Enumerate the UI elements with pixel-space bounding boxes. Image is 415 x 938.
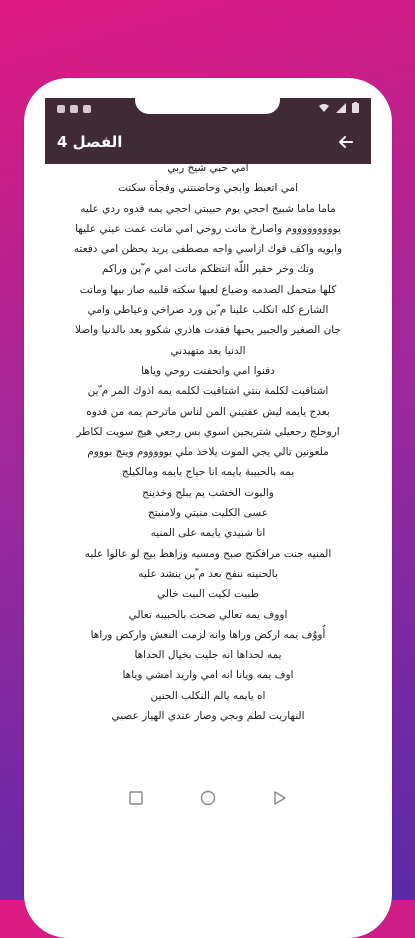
- status-left: [57, 105, 91, 113]
- text-line: ماما ماما شبيج احجي يوم حبيبتي احجي يمه فدوه ردي عليه: [80, 202, 336, 215]
- text-line: الدنيا يعد متهيدني: [170, 344, 246, 357]
- text-line: يوووووووووم واصارخ ماتت روحي امي ماتت عمت عيني عليها: [75, 222, 341, 235]
- text-line: اشتاقيت لكلمة بنتي اشتاقيت لكلمه يمه اذوك المر م ّين: [87, 385, 329, 398]
- text-line: المنيه جنت مرافكتج صبح ومسيه وزاهط بيج لو عالوا عليه: [84, 547, 332, 560]
- text-line: والبوت الخشب يم يبلج وخدينج: [142, 486, 274, 499]
- status-icons: [318, 102, 359, 116]
- chapter-text[interactable]: [45, 158, 371, 778]
- text-line: أُووُف يمه اركض وراها وانه لزمت النعش واركض وراها: [90, 628, 326, 641]
- text-line: وابويه واكف فوك ازاسي واجه مصطفى يريد يحظن امي دفعته: [73, 243, 343, 256]
- system-nav-bar: [45, 778, 371, 818]
- text-line: امي حبي شيخ ربي: [167, 162, 249, 174]
- text-line: دفنوا امي وانحفنت روحي وياها: [141, 364, 275, 377]
- square-icon: [129, 791, 143, 805]
- text-line: ملعونين تالي يجي الموت يلاخذ ملي يوووووم وينج بوووم: [87, 446, 329, 459]
- notification-icon: [57, 105, 65, 113]
- text-line: يمه لحداها انه جليت بخيال الحداها: [134, 649, 282, 662]
- text-line: امي اتعبط وابجي وحاضنتني وفجأة سكتت: [117, 182, 299, 195]
- nav-recents-button[interactable]: [127, 789, 145, 807]
- wifi-icon: [318, 103, 330, 116]
- notification-icon: [83, 105, 91, 113]
- chapter-title: الفصل 4: [57, 133, 123, 151]
- battery-icon: [352, 102, 359, 116]
- text-line: اوف يمه ويانا انه امي واريد امشي وياها: [122, 669, 294, 682]
- text-line: وتك وخر حقير اللّه انتظكم ماتت امي م ّين وراكم: [101, 263, 315, 276]
- text-line: كلها متحمل الصدمه وضياع لعبها سكته قلبيه صار بيها وماتت: [79, 283, 337, 296]
- text-line: انا شبيدي يايمه على المنيه: [150, 527, 266, 540]
- notification-icon: [70, 105, 78, 113]
- nav-home-button[interactable]: [199, 789, 217, 807]
- signal-icon: [336, 103, 346, 116]
- text-line: اه يايمه يالم النكلب الحنين: [150, 689, 266, 702]
- camera-notch: [135, 98, 280, 114]
- text-line: يمه بالحبيبة يايمه انا حياج يايمه ومالكيلج: [121, 466, 295, 479]
- back-button[interactable]: [333, 130, 357, 154]
- app-screen: [45, 98, 371, 818]
- text-line: جان الصغير والجبير يحبها فقدت هاذري شكوو يعد بالدنيا واصلا: [74, 324, 341, 337]
- text-line: بعدج يايمه ليش عفتيني المن لناس ماترحم يمه من فدوه: [86, 405, 330, 418]
- text-line: بالحنينه ننفج بعد م ّين ينشد عليه: [138, 567, 278, 580]
- text-line: اروحلج رجعيلي شتريجين اسوي بس رجعي هيج سويت لكاطر: [76, 425, 340, 438]
- text-line: اووف يمه تعالي صحت بالحبيبه تعالي: [128, 608, 288, 621]
- circle-icon: [200, 790, 216, 806]
- nav-back-button[interactable]: [271, 789, 289, 807]
- triangle-icon: [273, 791, 287, 805]
- arrow-back-icon: [337, 134, 353, 150]
- text-line: طبيت لكيت البيت خالي: [157, 588, 259, 601]
- text-line: الشارع كله انكلب علينا م ّين ورد صراخي وعياطي وامي: [87, 304, 329, 317]
- text-line: النهاريت لطم وبجي وصار عندي الهيار عصبي: [111, 710, 305, 723]
- text-line: عسى الكليت منيتي ولامنيتج: [147, 507, 269, 520]
